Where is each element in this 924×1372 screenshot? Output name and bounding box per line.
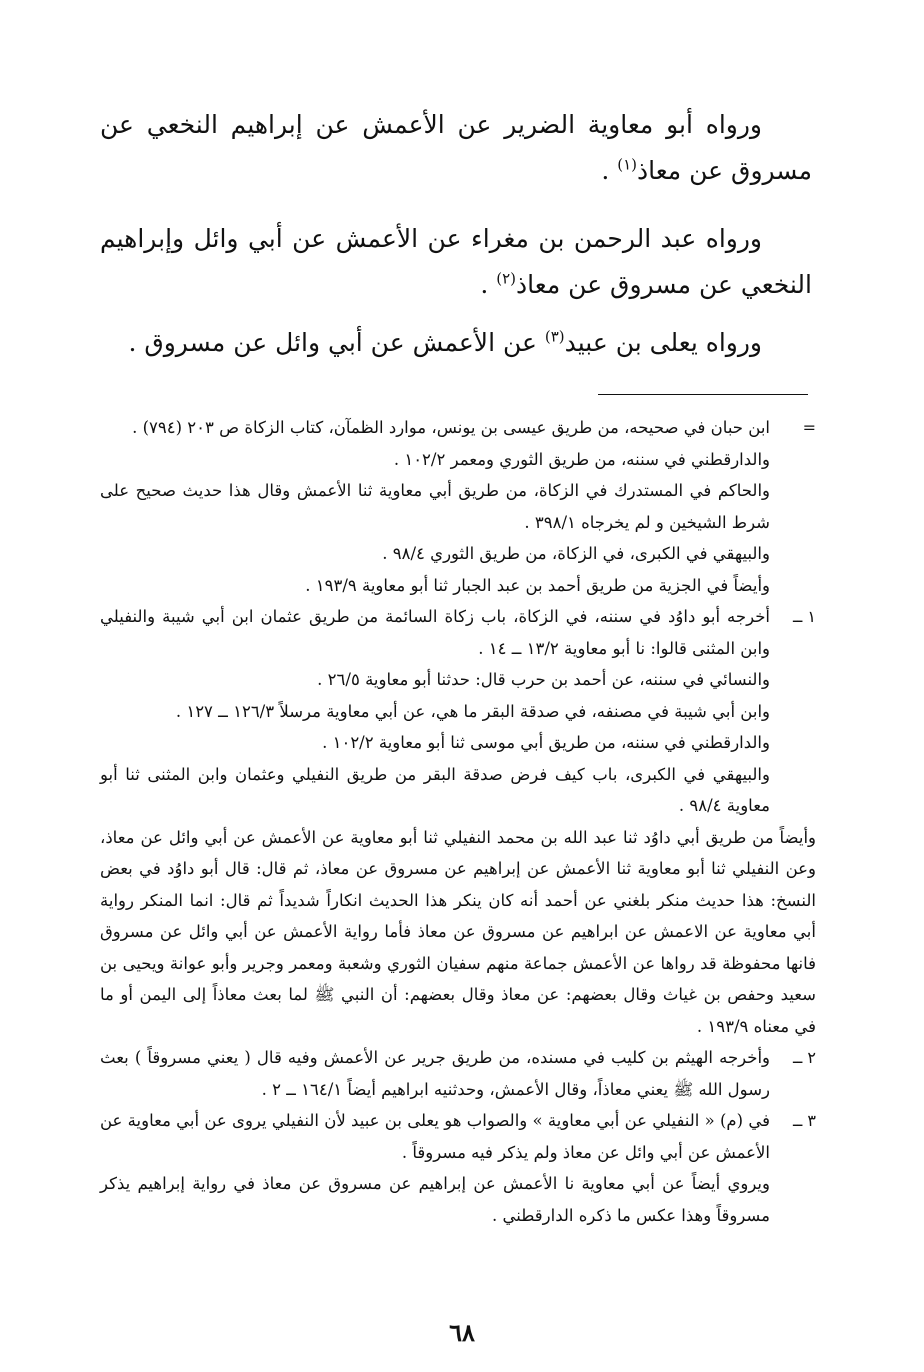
paragraph-tail: . xyxy=(480,270,497,299)
footnote-continued xyxy=(100,412,816,601)
footnote-line: في (م) « النفيلي عن أبي معاوية » والصواب هو يعلى بن عبيد لأن النفيلي يروى عن أبي معاوية عن الأعمش عن أبي وائل عن معاذ ولم يذكر فيه مسروقاً . xyxy=(100,1111,770,1162)
footnote-1 xyxy=(100,601,816,1042)
footnote-marker: ٣ ــ xyxy=(792,1111,816,1130)
main-paragraph-2 xyxy=(100,216,812,308)
footnotes-section xyxy=(100,412,816,1231)
footnote-marker: ٢ ــ xyxy=(792,1048,816,1067)
footnote-line: وأيضاً في الجزية من طريق أحمد بن عبد الجبار ثنا أبو معاوية ١٩٣/٩ . xyxy=(305,575,770,595)
footnote-2 xyxy=(100,1042,816,1105)
paragraph-text: ورواه يعلى بن عبيد xyxy=(564,328,762,357)
footnote-line: والدارقطني في سننه، من طريق الثوري ومعمر ١٠٢/٢ . xyxy=(393,449,770,469)
footnote-line: أخرجه أبو داوُد في سننه، في الزكاة، باب زكاة السائمة من طريق عثمان ابن أبي شيبة والنفيلي وابن المثنى قالوا: نا أبو معاوية ١٣/٢ ــ ١٤ . xyxy=(100,607,770,658)
footnote-line: ابن حبان في صحيحه، من طريق عيسى بن يونس، موارد الظمآن، كتاب الزكاة ص ٢٠٣ (٧٩٤) . xyxy=(132,418,770,437)
main-paragraph-1 xyxy=(100,102,812,194)
footnote-line: والدارقطني في سننه، من طريق أبي موسى ثنا أبو معاوية ١٠٢/٢ . xyxy=(322,733,770,752)
footnote-line: ويروي أيضاً عن أبي معاوية نا الأعمش عن إبراهيم عن مسروق عن معاذ في رواية إبراهيم يذكر مسروقاً وهذا عكس ما ذكره الدارقطني . xyxy=(100,1174,770,1225)
footnote-line: والبيهقي في الكبرى، في الزكاة، من طريق الثوري ٩٨/٤ . xyxy=(382,544,770,563)
footnote-line: وابن أبي شيبة في مصنفه، في صدقة البقر ما هي، عن أبي معاوية مرسلاً ١٢٦/٣ ــ ١٢٧ . xyxy=(175,701,770,721)
footnote-line: والبيهقي في الكبرى، باب كيف فرض صدقة البقر من طريق النفيلي وعثمان وابن المثنى ثنا أبو معاوية ٩٨/٤ . xyxy=(100,764,770,815)
footnote-line: والنسائي في سننه، عن أحمد بن حرب قال: حدثنا أبو معاوية ٢٦/٥ . xyxy=(317,670,770,689)
footnote-ref-1: (١) xyxy=(617,155,637,174)
paragraph-text: ورواه أبو معاوية الضرير عن الأعمش عن إبراهيم النخعي عن مسروق عن معاذ xyxy=(100,110,812,185)
footnote-line: وأيضاً من طريق أبي داوُد ثنا عبد الله بن محمد النفيلي ثنا أبو معاوية عن الأعمش عن أبي وائل عن معاذ، وعن النفيلي ثنا أبو معاوية ثنا الأعمش عن إبراهيم عن مسروق عن معاذ، ثم قال: قال أبو داوُد في بعض النسخ: هذا حديث منكر بلغني عن أحمد أنه كان ينكر هذا الحديث انكاراً شديداً ثم قال: انما المنكر رواية أبي معاوية عن الاعمش عن ابراهيم عن مسروق عن معاذ فأما رواية الأعمش عن أبي وائل عن مسروق فانها محفوظة قد رواها عن الأعمش جماعة منهم سفيان الثوري وشعبة ومعمر وجرير وأبو عوانة ويحيى بن سعيد وحفص بن غياث وقال بعضهم: عن معاذ وقال بعضهم: أن النبي ﷺ لما بعث معاذاً إلى اليمن أو ما في معناه ١٩٣/٩ . xyxy=(100,827,816,1036)
footnote-marker: ١ ــ xyxy=(792,607,816,626)
main-paragraph-3 xyxy=(100,320,812,366)
footnote-3 xyxy=(100,1105,816,1231)
paragraph-text: ورواه عبد الرحمن بن مغراء عن الأعمش عن أبي وائل وإبراهيم النخعي عن مسروق عن معاذ xyxy=(100,224,812,299)
paragraph-tail: . xyxy=(601,156,618,185)
footnote-separator xyxy=(598,394,808,395)
footnote-line: وأخرجه الهيثم بن كليب في مسنده، من طريق جرير عن الأعمش وفيه قال ( يعني مسروقاً ) بعث رسول الله ﷺ يعني معاذاً، وقال الأعمش، وحدثنيه ابراهيم أيضاً ١٦٤/١ ــ ٢ . xyxy=(100,1048,770,1099)
paragraph-tail: عن الأعمش عن أبي وائل عن مسروق . xyxy=(128,328,545,357)
footnote-marker: = xyxy=(802,418,816,437)
footnote-ref-2: (٢) xyxy=(496,269,517,288)
footnote-ref-3: (٣) xyxy=(544,327,565,346)
page-number: ٦٨ xyxy=(449,1318,475,1347)
footnote-line: والحاكم في المستدرك في الزكاة، من طريق أبي معاوية ثنا الأعمش وقال هذا حديث صحيح على شرط الشيخين و لم يخرجاه ٣٩٨/١ . xyxy=(100,481,770,532)
